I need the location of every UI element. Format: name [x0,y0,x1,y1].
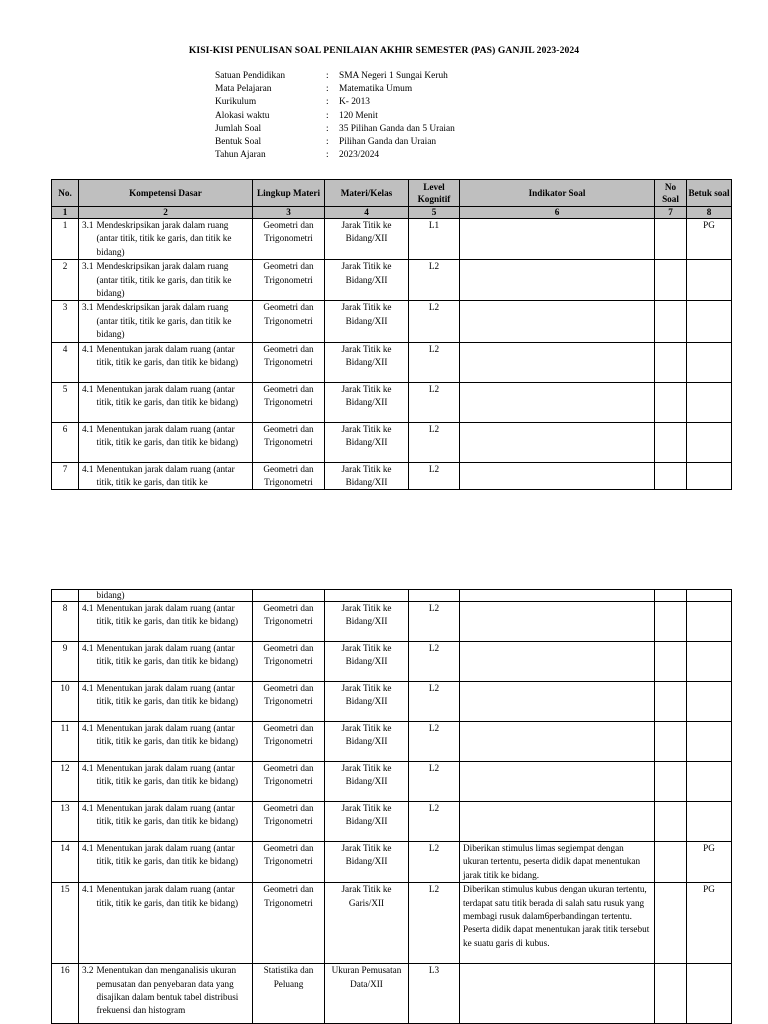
cell-kompetensi [79,590,253,602]
header-row [52,180,732,207]
kd-wrapper [82,423,249,450]
cell-no-soal [655,301,687,342]
table-row [52,722,732,762]
cell-kompetensi [79,842,253,883]
cell-lingkup [253,590,325,602]
kd-code: 4.1 [82,423,94,434]
cell-no: 5 [52,382,79,422]
cell-lingkup: Geometri dan Trigonometri [253,382,325,422]
cell-no-soal [655,219,687,260]
kd-code: 3.1 [82,261,94,272]
info-label: Mata Pelajaran [215,84,272,95]
header-cell-materi: Materi/Kelas [325,180,409,207]
cell-level: L2 [409,602,460,642]
cell-no: 15 [52,883,79,964]
cell-no-soal [655,802,687,842]
cell-level: L2 [409,422,460,462]
cell-level: L2 [409,682,460,722]
info-label: Tahun Ajaran [215,150,266,161]
cell-indikator [460,682,655,722]
cell-indikator [460,964,655,1024]
cell-lingkup: Geometri dan Trigonometri [253,682,325,722]
info-label: Bentuk Soal [215,137,262,148]
table-row [52,462,732,490]
kd-text: Menentukan jarak dalam ruang (antar titik, titik ke garis, dan titik ke bidang) [96,803,239,827]
cell-kompetensi [79,602,253,642]
cell-indikator [460,602,655,642]
cell-indikator [460,422,655,462]
cell-no-soal [655,260,687,301]
cell-level: L1 [409,219,460,260]
cell-lingkup: Geometri dan Trigonometri [253,260,325,301]
table-row [52,260,732,301]
table-row [52,602,732,642]
cell-materi: Jarak Titik ke Bidang/XII [325,382,409,422]
grid-table-page-2 [51,589,732,1024]
cell-no: 16 [52,964,79,1024]
kd-wrapper [82,463,249,490]
table-row [52,842,732,883]
cell-no: 6 [52,422,79,462]
header-cell-bentuk: Betuk soal [687,180,732,207]
cell-indikator [460,301,655,342]
kd-wrapper [82,722,249,749]
cell-no: 14 [52,842,79,883]
info-colon: : [326,123,329,134]
kd-code: 3.1 [82,302,94,313]
cell-no-soal [655,590,687,602]
cell-level: L2 [409,762,460,802]
header-cell-kompetensi: Kompetensi Dasar [79,180,253,207]
cell-materi: Jarak Titik ke Bidang/XII [325,342,409,382]
table-row [52,883,732,964]
cell-lingkup: Geometri dan Trigonometri [253,342,325,382]
info-row [215,70,455,83]
cell-lingkup: Geometri dan Trigonometri [253,301,325,342]
header-cell-level: Level Kognitif [409,180,460,207]
kd-text: Menentukan jarak dalam ruang (antar titik, titik ke garis, dan titik ke bidang) [96,643,239,667]
cell-bentuk [687,602,732,642]
info-value: 35 Pilihan Ganda dan 5 Uraian [339,123,455,134]
cell-indikator [460,382,655,422]
header-number: 4 [325,207,409,219]
cell-kompetensi [79,682,253,722]
info-colon: : [326,150,329,161]
cell-materi: Jarak Titik ke Bidang/XII [325,642,409,682]
cell-no-soal [655,682,687,722]
kd-text: Menentukan jarak dalam ruang (antar titik, titik ke garis, dan titik ke bidang) [96,723,239,747]
kd-wrapper [82,383,249,410]
cell-no [52,590,79,602]
kd-wrapper [82,590,249,601]
kd-text: Menentukan jarak dalam ruang (antar titik, titik ke garis, dan titik ke bidang) [96,603,239,627]
cell-no: 7 [52,462,79,490]
kd-text: Menentukan jarak dalam ruang (antar titik, titik ke garis, dan titik ke bidang) [96,763,239,787]
kd-text: Menentukan jarak dalam ruang (antar titik, titik ke garis, dan titik ke bidang) [96,884,239,908]
info-row [215,149,455,162]
cell-materi: Jarak Titik ke Bidang/XII [325,422,409,462]
cell-level: L2 [409,342,460,382]
cell-kompetensi [79,301,253,342]
info-value: K- 2013 [339,97,370,108]
cell-lingkup: Geometri dan Trigonometri [253,462,325,490]
table-row [52,219,732,260]
kd-code: 4.1 [82,843,94,853]
info-value: SMA Negeri 1 Sungai Keruh [339,71,448,81]
header-number: 8 [687,207,732,219]
kd-wrapper [82,260,249,300]
cell-bentuk [687,802,732,842]
cell-level: L2 [409,301,460,342]
cell-materi: Jarak Titik ke Bidang/XII [325,301,409,342]
cell-no: 4 [52,342,79,382]
kd-code: 4.1 [82,343,94,354]
cell-indikator [460,462,655,490]
cell-bentuk [687,590,732,602]
info-label: Kurikulum [215,97,257,108]
cell-materi: Jarak Titik ke Bidang/XII [325,260,409,301]
cell-level: L2 [409,642,460,682]
cell-no: 11 [52,722,79,762]
kd-text: Menentukan dan menganalisis ukuran pemusatan dan penyebaran data yang disajikan dalam bentuk tabel distribusi frekuensi dan histogram [96,965,239,1016]
cell-kompetensi [79,964,253,1024]
table-body-page-1 [52,219,732,490]
info-row [215,83,455,96]
info-colon: : [326,97,329,108]
header-cell-no: No. [52,180,79,207]
kd-code: 4.1 [82,884,94,895]
info-value: Matematika Umum [339,84,413,95]
cell-level: L2 [409,382,460,422]
cell-materi: Jarak Titik ke Bidang/XII [325,462,409,490]
kd-text: Mendeskripsikan jarak dalam ruang (antar titik, titik ke garis, dan titik ke bidang) [96,261,232,299]
grid-table-page-1 [51,179,732,490]
info-colon: : [326,71,329,81]
header-cell-lingkup: Lingkup Materi [253,180,325,207]
kd-wrapper [82,964,249,1018]
info-row [215,123,455,136]
header-cell-no-soal: No Soal [655,180,687,207]
cell-kompetensi [79,462,253,490]
cell-level: L2 [409,802,460,842]
cell-indikator [460,342,655,382]
kd-wrapper [82,762,249,789]
info-row [215,136,455,149]
cell-no-soal [655,642,687,682]
cell-bentuk: PG [687,883,732,964]
cell-indikator [460,260,655,301]
cell-level: L2 [409,883,460,964]
kd-wrapper [82,642,249,669]
cell-lingkup: Geometri dan Trigonometri [253,722,325,762]
table-row [52,422,732,462]
info-colon: : [326,110,329,121]
cell-materi: Jarak Titik ke Bidang/XII [325,842,409,883]
header-number: 5 [409,207,460,219]
header-cell-indikator: Indikator Soal [460,180,655,207]
cell-kompetensi [79,642,253,682]
cell-materi: Jarak Titik ke Bidang/XII [325,762,409,802]
table-row [52,964,732,1024]
cell-bentuk [687,762,732,802]
cell-bentuk [687,422,732,462]
cell-indikator [460,802,655,842]
cell-no-soal [655,342,687,382]
header-number: 1 [52,207,79,219]
kd-wrapper [82,883,249,910]
cell-no: 1 [52,219,79,260]
cell-level [409,590,460,602]
cell-indikator [460,219,655,260]
kd-text: Menentukan jarak dalam ruang (antar titik, titik ke garis, dan titik ke bidang) [96,423,239,448]
cell-level: L3 [409,964,460,1024]
cell-no-soal [655,462,687,490]
kd-code: 4.1 [82,383,94,394]
cell-no-soal [655,422,687,462]
cell-bentuk [687,342,732,382]
cell-no: 9 [52,642,79,682]
cell-level: L2 [409,842,460,883]
cell-kompetensi [79,802,253,842]
cell-kompetensi [79,382,253,422]
kd-text: Menentukan jarak dalam ruang (antar titik, titik ke garis, dan titik ke bidang) [96,683,239,707]
cell-bentuk [687,964,732,1024]
kd-code: 4.1 [82,803,94,813]
kd-text: Menentukan jarak dalam ruang (antar titik, titik ke garis, dan titik ke bidang) [96,383,239,408]
table-row [52,301,732,342]
cell-level: L2 [409,260,460,301]
cell-no: 10 [52,682,79,722]
document-title: KISI-KISI PENULISAN SOAL PENILAIAN AKHIR SEMESTER (PAS) GANJIL 2023-2024 [188,45,580,56]
cell-no: 3 [52,301,79,342]
info-colon: : [326,137,329,148]
cell-bentuk [687,642,732,682]
cell-materi: Jarak Titik ke Bidang/XII [325,682,409,722]
info-row [215,96,455,109]
cell-level: L2 [409,722,460,762]
header-number: 6 [460,207,655,219]
kd-text: Mendeskripsikan jarak dalam ruang (antar titik, titik ke garis, dan titik ke bidang) [96,302,232,340]
info-label: Satuan Pendidikan [215,71,286,81]
kd-code: 4.1 [82,463,94,474]
cell-bentuk: PG [687,219,732,260]
kd-wrapper [82,602,249,629]
kd-text: Mendeskripsikan jarak dalam ruang (antar titik, titik ke garis, dan titik ke bidang) [96,220,232,257]
cell-bentuk: PG [687,842,732,883]
cell-bentuk [687,301,732,342]
cell-materi: Jarak Titik ke Garis/XII [325,883,409,964]
table-body-page-2 [52,590,732,1024]
cell-no-soal [655,964,687,1024]
info-value: 2023/2024 [339,150,380,161]
cell-no: 2 [52,260,79,301]
cell-indikator [460,642,655,682]
kd-wrapper [82,842,249,869]
cell-lingkup: Statistika dan Peluang [253,964,325,1024]
cell-lingkup: Geometri dan Trigonometri [253,762,325,802]
header-number-row [52,207,732,219]
table-row [52,382,732,422]
cell-kompetensi [79,342,253,382]
info-row [215,110,455,123]
cell-kompetensi [79,219,253,260]
cell-no-soal [655,602,687,642]
kd-code: 4.1 [82,763,94,773]
cell-bentuk [687,682,732,722]
kd-text: Menentukan jarak dalam ruang (antar titik, titik ke garis, dan titik ke bidang) [96,343,239,368]
cell-bentuk [687,722,732,762]
cell-materi: Jarak Titik ke Bidang/XII [325,602,409,642]
cell-bentuk [687,260,732,301]
cell-indikator [460,590,655,602]
cell-materi: Jarak Titik ke Bidang/XII [325,802,409,842]
kd-wrapper [82,219,249,259]
kd-code: 3.2 [82,965,94,976]
cell-kompetensi [79,762,253,802]
info-label: Jumlah Soal [215,123,262,134]
cell-kompetensi [79,260,253,301]
kd-wrapper [82,343,249,370]
kd-code: 4.1 [82,603,94,613]
cell-no-soal [655,722,687,762]
info-value: 120 Menit [339,110,378,121]
cell-kompetensi [79,422,253,462]
info-label: Alokasi waktu [215,110,270,121]
info-colon: : [326,84,329,95]
header-number: 2 [79,207,253,219]
cell-no: 12 [52,762,79,802]
cell-lingkup: Geometri dan Trigonometri [253,883,325,964]
info-value: Pilihan Ganda dan Uraian [339,137,437,148]
cell-materi: Jarak Titik ke Bidang/XII [325,219,409,260]
cell-no-soal [655,842,687,883]
continuation-row [52,590,732,602]
cell-lingkup: Geometri dan Trigonometri [253,602,325,642]
cell-bentuk [687,382,732,422]
cell-materi: Jarak Titik ke Bidang/XII [325,722,409,762]
table-row [52,802,732,842]
cell-indikator: Diberikan stimulus limas segiempat dengan ukuran tertentu, peserta didik dapat menentukan jarak titik ke bidang. [460,842,655,883]
cell-lingkup: Geometri dan Trigonometri [253,642,325,682]
cell-no-soal [655,382,687,422]
cell-kompetensi [79,722,253,762]
cell-level: L2 [409,462,460,490]
cell-kompetensi [79,883,253,964]
kd-wrapper [82,682,249,709]
document-info [215,70,455,162]
table-row [52,642,732,682]
kd-text: bidang) [96,590,125,600]
table-row [52,762,732,802]
cell-no: 13 [52,802,79,842]
cell-lingkup: Geometri dan Trigonometri [253,219,325,260]
cell-no-soal [655,762,687,802]
kd-code: 4.1 [82,723,94,733]
kd-code: 4.1 [82,643,94,653]
cell-indikator [460,762,655,802]
kd-code: 3.1 [82,220,94,230]
cell-no: 8 [52,602,79,642]
cell-lingkup: Geometri dan Trigonometri [253,842,325,883]
kd-text: Menentukan jarak dalam ruang (antar titik, titik ke garis, dan titik ke [96,463,235,488]
table-row [52,682,732,722]
cell-materi: Ukuran Pemusatan Data/XII [325,964,409,1024]
kd-wrapper [82,802,249,829]
table-row [52,342,732,382]
header-number: 3 [253,207,325,219]
cell-indikator [460,722,655,762]
kd-text: Menentukan jarak dalam ruang (antar titik, titik ke garis, dan titik ke bidang) [96,843,239,867]
cell-indikator: Diberikan stimulus kubus dengan ukuran tertentu, terdapat satu titik berada di salah satu rusuk yang membagi rusuk dalam6perbandingan tertentu. Peserta didik dapat menentukan jarak titik tersebut ke suatu garis di kubus. [460,883,655,964]
cell-bentuk [687,462,732,490]
cell-materi [325,590,409,602]
cell-no-soal [655,883,687,964]
kd-wrapper [82,301,249,341]
cell-lingkup: Geometri dan Trigonometri [253,802,325,842]
cell-lingkup: Geometri dan Trigonometri [253,422,325,462]
kd-code: 4.1 [82,683,94,693]
header-number: 7 [655,207,687,219]
